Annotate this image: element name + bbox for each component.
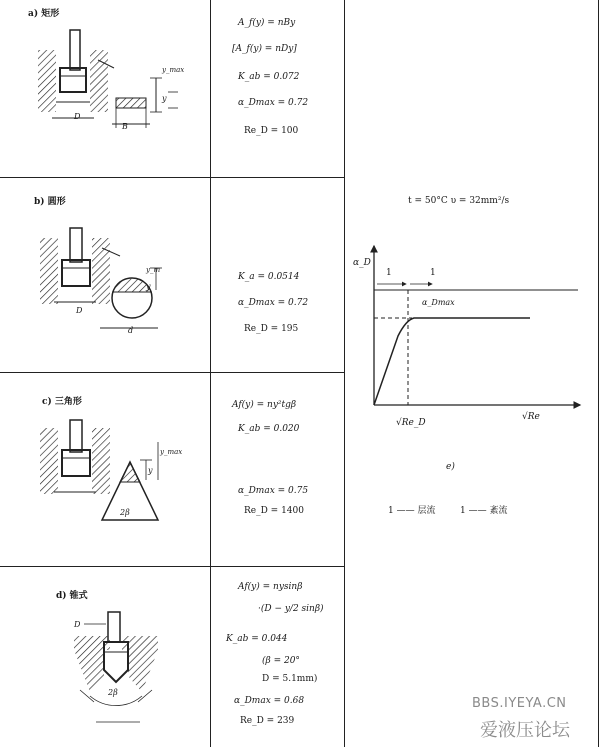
label-b-d: d xyxy=(128,326,134,335)
formula-a-5: Re_D = 100 xyxy=(244,126,299,136)
watermark-url: BBS.IYEYA.CN xyxy=(472,696,567,711)
label-d-2beta: 2β xyxy=(108,688,118,697)
formula-a-3: K_ab = 0.072 xyxy=(238,72,300,82)
formula-b-3: Re_D = 195 xyxy=(244,324,299,334)
caption-a: a) 矩形 xyxy=(28,9,60,19)
label-a-y: y xyxy=(162,94,167,103)
formula-a-4: α_Dmax = 0.72 xyxy=(238,98,309,108)
row-divider-1 xyxy=(0,177,344,178)
graph-legend-1: 1 —— 层流 xyxy=(388,506,436,516)
caption-d: d) 锥式 xyxy=(56,591,88,601)
formula-a-2: [A_f(y) = nDy] xyxy=(232,44,297,54)
label-a-ymax: y_max xyxy=(162,66,185,74)
formula-d-1: Af(y) = nysinβ xyxy=(238,582,303,592)
label-b-D: D xyxy=(76,306,83,315)
label-c-ymax: y_max xyxy=(160,448,183,456)
formula-c-4: Re_D = 1400 xyxy=(244,506,304,516)
alpha-curve xyxy=(374,318,530,405)
graph-x-mark-label: √Re_D xyxy=(396,418,426,428)
graph-figure-label: e) xyxy=(446,462,455,472)
graph-conditions: t = 50°C υ = 32mm²/s xyxy=(408,196,510,206)
formula-c-1: Af(y) = ny²tgβ xyxy=(232,400,297,410)
rectangular-orifice-diagram xyxy=(38,30,198,140)
column-divider-2 xyxy=(344,0,345,747)
formula-d-5: D = 5.1mm) xyxy=(262,674,318,684)
label-c-y: y xyxy=(148,466,153,475)
label-b-ym: y_m xyxy=(146,266,161,274)
formula-d-7: Re_D = 239 xyxy=(240,716,295,726)
graph-region-1: 1 xyxy=(386,268,392,278)
graph-peak-label: α_Dmax xyxy=(422,298,455,307)
formula-b-2: α_Dmax = 0.72 xyxy=(238,298,309,308)
graph-region-2: 1 xyxy=(430,268,436,278)
watermark-site: 爱液压论坛 xyxy=(480,720,570,741)
row-divider-2 xyxy=(0,372,344,373)
caption-c: c) 三角形 xyxy=(42,397,82,407)
cone-valve-diagram xyxy=(60,612,210,742)
label-a-B: B xyxy=(122,122,128,131)
formula-c-2: K_ab = 0.020 xyxy=(238,424,300,434)
graph-y-axis-label: α_D xyxy=(353,258,371,268)
circular-orifice-diagram xyxy=(40,228,205,343)
formula-d-4: (β = 20° xyxy=(262,656,300,666)
caption-b: b) 圆形 xyxy=(34,197,66,207)
label-c-2beta: 2β xyxy=(120,508,130,517)
formula-d-3: K_ab = 0.044 xyxy=(226,634,288,644)
right-border xyxy=(598,0,599,747)
formula-b-1: K_a = 0.0514 xyxy=(238,272,300,282)
row-divider-3 xyxy=(0,566,344,567)
graph-legend-2: 1 —— 紊流 xyxy=(460,506,508,516)
label-a-D: D xyxy=(74,112,81,121)
label-b-y: y xyxy=(146,282,151,291)
formula-a-1: A_f(y) = nBy xyxy=(238,18,296,28)
formula-d-6: α_Dmax = 0.68 xyxy=(234,696,305,706)
column-divider-1 xyxy=(210,0,211,747)
formula-c-3: α_Dmax = 0.75 xyxy=(238,486,309,496)
label-d-D: D xyxy=(74,620,81,629)
graph-x-axis-label: √Re xyxy=(522,412,540,422)
formula-d-2: ·(D − y/2 sinβ) xyxy=(258,604,324,614)
